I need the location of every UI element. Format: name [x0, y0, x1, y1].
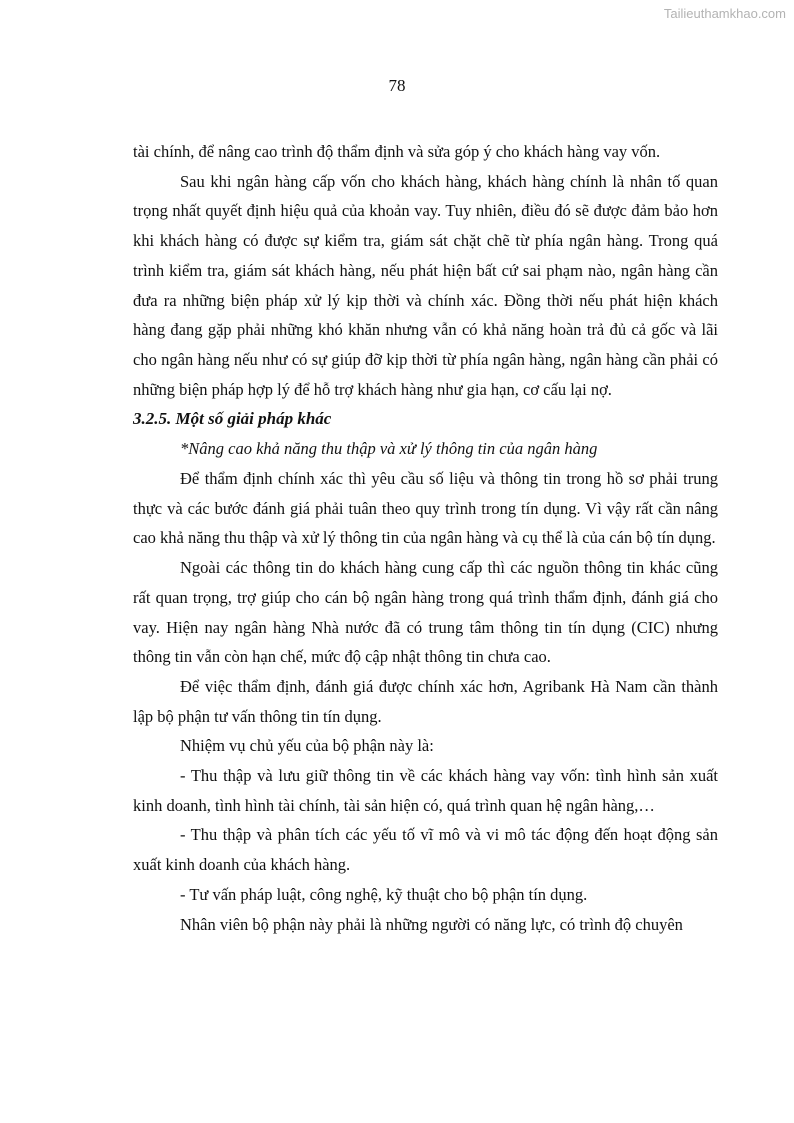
paragraph-loan-monitoring: Sau khi ngân hàng cấp vốn cho khách hàng, khách hàng chính là nhân tố quan trọng nhất quyết định hiệu quả của khoản vay. Tuy nhiên, điều đó sẽ được đảm bảo hơn khi khách hàng có được sự kiểm tra, giám sát chặt chẽ từ phía ngân hàng. Trong quá trình kiểm tra, giám sát khách hàng, nếu phát hiện bất cứ sai phạm nào, ngân hàng cần đưa ra những biện pháp xử lý kịp thời và chính xác. Đồng thời nếu phát hiện khách hàng đang gặp phải những khó khăn nhưng vẫn có khả năng hoàn trả đủ cả gốc và lãi cho ngân hàng nếu như có sự giúp đỡ kịp thời từ phía ngân hàng, ngân hàng cần phải có những biện pháp hợp lý để hỗ trợ khách hàng như gia hạn, cơ cấu lại nợ.	[133, 171, 718, 399]
list-item-consulting: - Tư vấn pháp luật, công nghệ, kỹ thuật cho bộ phận tín dụng.	[180, 884, 588, 904]
subsection-heading: *Nâng cao khả năng thu thập và xử lý thông tin của ngân hàng	[180, 439, 598, 459]
watermark: Tailieuthamkhao.com	[663, 6, 786, 21]
paragraph-information-accuracy: Để thẩm định chính xác thì yêu cầu số liệu và thông tin trong hồ sơ phải trung thực và các bước đánh giá phải tuân theo quy trình trong tín dụng. Vì vậy rất cần nâng cao khả năng thu thập và xử lý thông tin của ngân hàng và cụ thể là của cán bộ tín dụng.	[133, 469, 718, 548]
paragraph-duties-intro: Nhiệm vụ chủ yếu của bộ phận này là:	[180, 736, 434, 756]
section-heading: 3.2.5. Một số giải pháp khác	[133, 409, 332, 429]
paragraph-continuation: tài chính, để nâng cao trình độ thẩm định và sửa góp ý cho khách hàng vay vốn.	[133, 142, 661, 161]
paragraph-staff-requirements: Nhân viên bộ phận này phải là những người có năng lực, có trình độ chuyên	[180, 914, 683, 934]
list-item-collect-info: - Thu thập và lưu giữ thông tin về các khách hàng vay vốn: tình hình sản xuất kinh doanh, tình hình tài chính, tài sản hiện có, quá trình quan hệ ngân hàng,…	[133, 766, 718, 815]
paragraph-advisory-unit: Để việc thẩm định, đánh giá được chính xác hơn, Agribank Hà Nam cần thành lập bộ phận tư vấn thông tin tín dụng.	[133, 676, 718, 726]
document-body	[133, 137, 718, 939]
paragraph-external-sources: Ngoài các thông tin do khách hàng cung cấp thì các nguồn thông tin khác cũng rất quan trọng, trợ giúp cho cán bộ ngân hàng trong quá trình thẩm định, đánh giá cho vay. Hiện nay ngân hàng Nhà nước đã có trung tâm thông tin tín dụng (CIC) nhưng thông tin vẫn còn hạn chế, mức độ cập nhật thông tin chưa cao.	[133, 558, 718, 667]
page-number: 78	[388, 76, 406, 95]
list-item-analyze-factors: - Thu thập và phân tích các yếu tố vĩ mô và vi mô tác động đến hoạt động sản xuất kinh doanh của khách hàng.	[133, 825, 718, 875]
